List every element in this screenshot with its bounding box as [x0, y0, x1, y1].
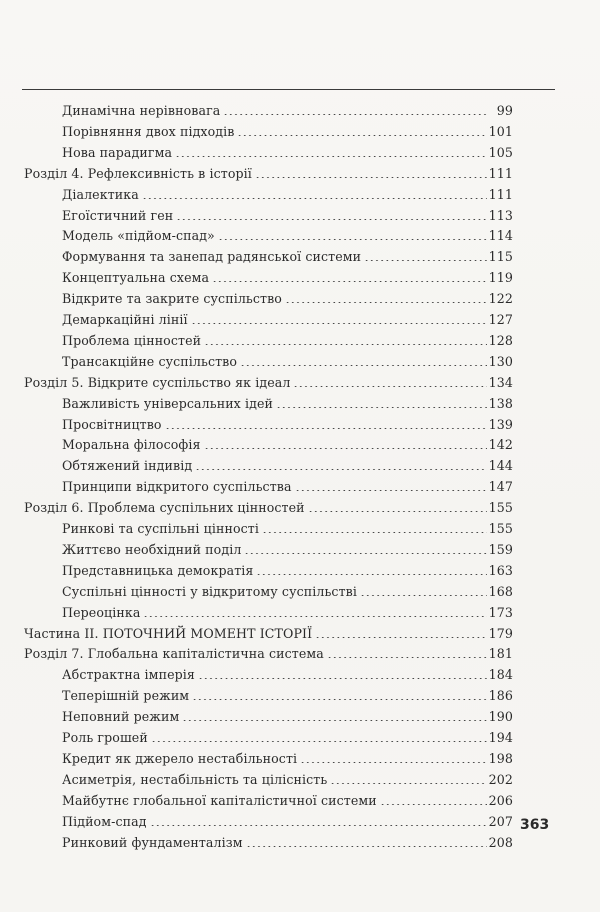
toc-section-entry [62, 312, 513, 332]
toc-chapter-entry [24, 646, 513, 666]
toc-dot-leader [240, 356, 487, 366]
toc-dot-leader [246, 837, 487, 847]
toc-section-entry [62, 145, 513, 165]
toc-dot-leader [176, 210, 486, 220]
toc-dot-leader [198, 669, 487, 679]
toc-entry-title: Обтяжений індивід [62, 458, 193, 474]
toc-entry-title: Формування та занепад радянської системи [62, 249, 362, 265]
toc-entry-title: Частина II. ПОТОЧНИЙ МОМЕНТ ІСТОРІЇ [24, 625, 313, 641]
toc-entry-title: Принципи відкритого суспільства [62, 479, 292, 495]
toc-entry-page: 147 [488, 479, 513, 495]
toc-entry-page: 208 [488, 834, 513, 850]
toc-entry-page: 198 [488, 750, 513, 766]
toc-entry-page: 115 [488, 249, 513, 265]
toc-section-entry [62, 688, 513, 708]
toc-dot-leader [364, 251, 486, 261]
toc-section-entry [62, 667, 513, 687]
toc-section-entry [62, 458, 513, 478]
toc-dot-leader [223, 105, 489, 115]
toc-entry-page: 186 [488, 688, 513, 704]
toc-section-entry [62, 333, 513, 353]
toc-entry-page: 111 [488, 165, 513, 181]
toc-section-entry [62, 605, 513, 625]
toc-entry-page: 184 [488, 667, 513, 683]
toc-entry-title: Розділ 7. Глобальна капіталістична система [24, 646, 324, 662]
toc-section-entry [62, 124, 513, 144]
toc-dot-leader [204, 439, 487, 449]
toc-dot-leader [192, 690, 486, 700]
toc-section-entry [62, 270, 513, 290]
toc-entry-page: 173 [488, 604, 513, 620]
toc-section-entry [62, 208, 513, 228]
toc-entry-page: 122 [488, 291, 513, 307]
toc-dot-leader [244, 544, 486, 554]
toc-dot-leader [165, 419, 487, 429]
toc-dot-leader [327, 648, 487, 658]
toc-section-entry [62, 835, 513, 855]
toc-entry-title: Демаркаційні лінії [62, 312, 188, 327]
toc-dot-leader [308, 502, 487, 512]
toc-section-entry [62, 521, 513, 541]
toc-dot-leader [295, 481, 487, 491]
toc-dot-leader [380, 795, 487, 805]
toc-entry-title: Моральна філософія [62, 437, 201, 453]
toc-entry-page: 194 [488, 730, 513, 745]
toc-section-entry [62, 249, 513, 269]
toc-dot-leader [218, 230, 487, 240]
toc-dot-leader [142, 189, 487, 199]
toc-entry-title: Теперішній режим [62, 688, 190, 704]
toc-section-entry [62, 584, 513, 604]
toc-entry-page: 99 [496, 103, 513, 118]
toc-entry-title: Життєво необхідний поділ [62, 541, 242, 557]
toc-section-entry [62, 228, 513, 248]
toc-entry-page: 138 [488, 395, 513, 411]
toc-entry-title: Егоїстичний ген [62, 207, 174, 223]
toc-chapter-entry [24, 626, 513, 646]
toc-entry-title: Нова парадигма [62, 144, 173, 160]
toc-dot-leader [182, 711, 486, 721]
toc-entry-page: 155 [488, 521, 513, 536]
toc-entry-page: 128 [488, 332, 513, 348]
toc-entry-title: Відкрите та закрите суспільство [62, 291, 282, 307]
toc-dot-leader [330, 774, 486, 784]
toc-entry-page: 207 [488, 813, 513, 829]
toc-chapter-entry [24, 166, 513, 186]
toc-entry-title: Концептуальна схема [62, 270, 210, 286]
toc-entry-title: Розділ 5. Відкрите суспільство як ідеал [24, 374, 291, 390]
toc-entry-page: 155 [488, 500, 513, 516]
toc-entry-title: Переоцінка [62, 604, 141, 620]
toc-entry-page: 111 [488, 186, 513, 202]
toc-entry-title: Просвітництво [62, 416, 162, 432]
toc-dot-leader [256, 565, 486, 575]
toc-section-entry [62, 542, 513, 562]
toc-dot-leader [262, 523, 487, 533]
toc-dot-leader [212, 272, 487, 282]
toc-dot-leader [285, 293, 487, 303]
toc-entry-title: Кредит як джерело нестабільності [62, 750, 298, 766]
toc-entry-page: 179 [488, 625, 513, 641]
toc-entry-page: 190 [488, 709, 513, 725]
toc-dot-leader [150, 816, 487, 826]
toc-entry-title: Ринковий фундаменталізм [62, 834, 243, 850]
toc-entry-title: Абстрактна імперія [62, 667, 195, 683]
toc-entry-page: 159 [488, 541, 513, 557]
toc-section-entry [62, 103, 513, 123]
toc-entry-page: 168 [488, 583, 513, 599]
toc-dot-leader [143, 607, 486, 617]
toc-entry-page: 127 [488, 312, 513, 327]
toc-section-entry [62, 563, 513, 583]
toc-chapter-entry [24, 500, 513, 520]
toc-entry-title: Динамічна нерівновага [62, 103, 221, 118]
toc-dot-leader [191, 314, 487, 324]
page-number: 363 [520, 817, 550, 833]
toc-entry-title: Майбутнє глобальної капіталістичної системи [62, 792, 377, 808]
toc-dot-leader [204, 335, 487, 345]
toc-entry-title: Суспільні цінності у відкритому суспільстві [62, 583, 357, 599]
toc-entry-page: 206 [488, 792, 513, 808]
toc-entry-page: 113 [488, 207, 513, 223]
toc-entry-title: Порівняння двох підходів [62, 123, 235, 139]
toc-section-entry [62, 291, 513, 311]
toc-section-entry [62, 709, 513, 729]
toc-section-entry [62, 751, 513, 771]
toc-entry-title: Ринкові та суспільні цінності [62, 521, 259, 536]
toc-entry-page: 130 [488, 353, 513, 369]
toc-dot-leader [151, 732, 487, 742]
header-rule [22, 89, 555, 90]
toc-entry-page: 163 [488, 562, 513, 578]
toc-entry-title: Представницька демократія [62, 562, 254, 578]
toc-entry-page: 134 [488, 374, 513, 390]
toc-entry-page: 114 [488, 228, 513, 244]
toc-dot-leader [195, 460, 486, 470]
toc-entry-title: Підйом-спад [62, 813, 147, 829]
toc-entry-page: 142 [488, 437, 513, 453]
toc-entry-title: Неповний режим [62, 709, 180, 725]
toc-dot-leader [360, 586, 487, 596]
toc-section-entry [62, 793, 513, 813]
toc-entry-title: Проблема цінностей [62, 332, 202, 348]
toc-dot-leader [255, 168, 487, 178]
toc-entry-title: Модель «підйом-спад» [62, 228, 215, 244]
toc-entry-title: Асиметрія, нестабільність та цілісність [62, 771, 328, 787]
toc-section-entry [62, 354, 513, 374]
toc-section-entry [62, 814, 513, 834]
toc-dot-leader [293, 377, 486, 387]
toc-entry-title: Трансакційне суспільство [62, 353, 238, 369]
toc-section-entry [62, 417, 513, 437]
toc-entry-title: Важливість універсальних ідей [62, 395, 274, 411]
toc-entry-title: Розділ 4. Рефлексивність в історії [24, 165, 252, 181]
toc-dot-leader [276, 398, 487, 408]
toc-entry-page: 139 [488, 416, 513, 432]
toc-entry-page: 144 [488, 458, 513, 474]
toc-entry-title: Діалектика [62, 186, 139, 202]
toc-dot-leader [300, 753, 486, 763]
toc-chapter-entry [24, 375, 513, 395]
toc-entry-page: 181 [488, 646, 513, 662]
toc-section-entry [62, 396, 513, 416]
toc-section-entry [62, 479, 513, 499]
toc-dot-leader [237, 126, 486, 136]
toc-section-entry [62, 772, 513, 792]
toc-entry-page: 202 [488, 771, 513, 787]
toc-entry-page: 119 [488, 270, 513, 286]
toc-dot-leader [315, 628, 486, 638]
toc-entry-page: 105 [488, 144, 513, 160]
toc-section-entry [62, 730, 513, 750]
toc-section-entry [62, 437, 513, 457]
toc-entry-title: Роль грошей [62, 730, 148, 745]
toc-section-entry [62, 187, 513, 207]
toc-entry-title: Розділ 6. Проблема суспільних цінностей [24, 500, 305, 516]
toc-entry-page: 101 [488, 123, 513, 139]
toc-dot-leader [175, 147, 487, 157]
